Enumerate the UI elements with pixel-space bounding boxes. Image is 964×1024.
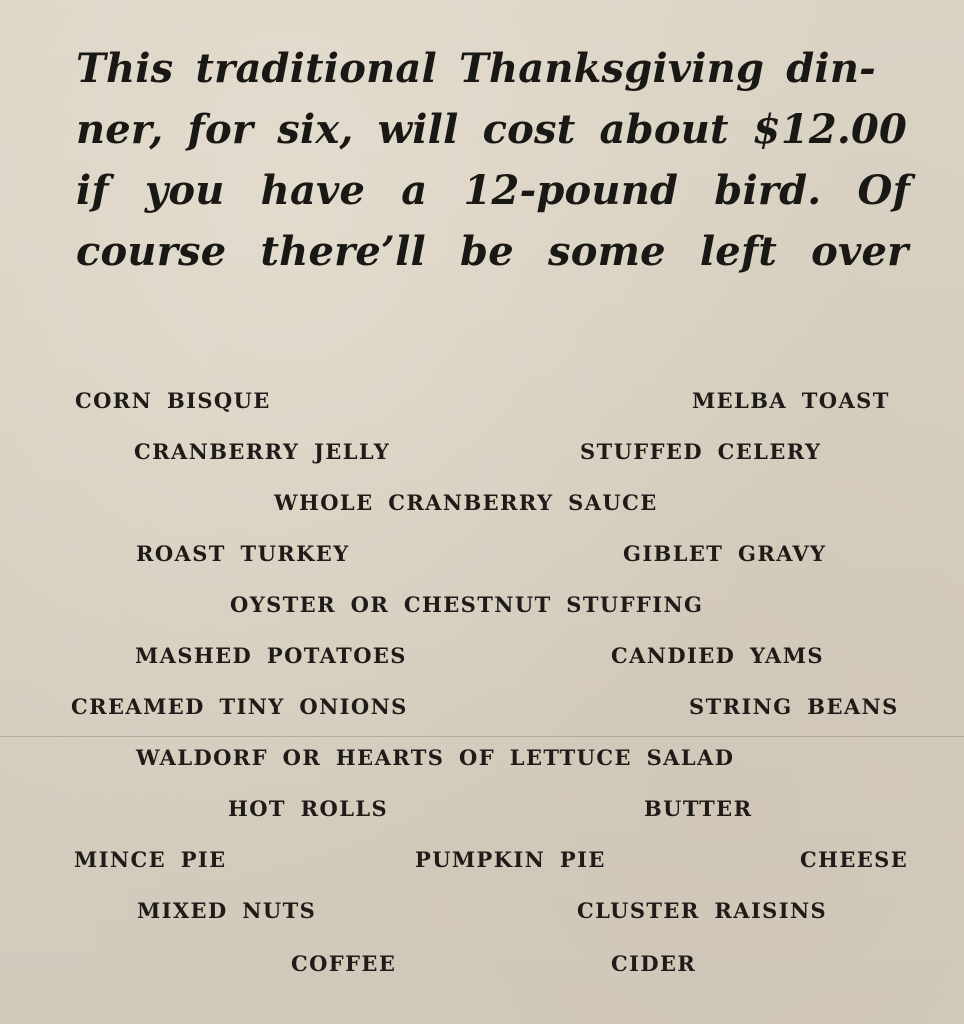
menu-row-8 (0, 743, 964, 773)
menu-item-string-beans: STRING BEANS (689, 694, 899, 719)
headline (76, 38, 924, 282)
menu-item-hot-rolls: HOT ROLLS (228, 796, 389, 821)
menu-item-salad: WALDORF OR HEARTS OF LETTUCE SALAD (136, 745, 735, 770)
menu-row-3 (0, 488, 964, 518)
menu-item-roast-turkey: ROAST TURKEY (136, 541, 350, 566)
menu-item-creamed-onions: CREAMED TINY ONIONS (71, 694, 408, 719)
menu-row-6 (0, 641, 964, 671)
menu-item-mixed-nuts: MIXED NUTS (137, 898, 317, 923)
headline-line-4: course there’ll be some left over (76, 228, 909, 275)
menu-item-butter: BUTTER (644, 796, 753, 821)
menu-row-4 (0, 539, 964, 569)
menu-item-candied-yams: CANDIED YAMS (611, 643, 824, 668)
menu-item-melba-toast: MELBA TOAST (692, 388, 890, 413)
menu-row-11 (0, 896, 964, 926)
headline-line-1: This traditional Thanksgiving din- (76, 45, 876, 92)
menu-item-mashed-potatoes: MASHED POTATOES (135, 643, 407, 668)
menu-item-giblet-gravy: GIBLET GRAVY (623, 541, 827, 566)
menu-row-5 (0, 590, 964, 620)
menu-row-7 (0, 692, 964, 722)
menu-item-cider: CIDER (611, 951, 697, 976)
menu-item-cranberry-jelly: CRANBERRY JELLY (134, 439, 391, 464)
menu-row-12 (0, 949, 964, 979)
headline-line-2: ner, for six, will cost about $12.00 (76, 106, 908, 153)
menu-item-coffee: COFFEE (291, 951, 397, 976)
menu-row-9 (0, 794, 964, 824)
menu-item-cluster-raisins: CLUSTER RAISINS (577, 898, 828, 923)
menu-item-pumpkin-pie: PUMPKIN PIE (415, 847, 606, 872)
menu-item-mince-pie: MINCE PIE (74, 847, 227, 872)
menu-row-2 (0, 437, 964, 467)
menu-item-stuffed-celery: STUFFED CELERY (580, 439, 822, 464)
menu-item-corn-bisque: CORN BISQUE (75, 388, 271, 413)
headline-line-3: if you have a 12-pound bird. Of (76, 167, 911, 214)
menu-row-10 (0, 845, 964, 875)
menu-item-stuffing: OYSTER OR CHESTNUT STUFFING (230, 592, 704, 617)
menu-row-1 (0, 386, 964, 416)
menu-item-whole-cranberry-sauce: WHOLE CRANBERRY SAUCE (274, 490, 658, 515)
menu-item-cheese: CHEESE (800, 847, 909, 872)
page-fold-line (0, 736, 964, 737)
